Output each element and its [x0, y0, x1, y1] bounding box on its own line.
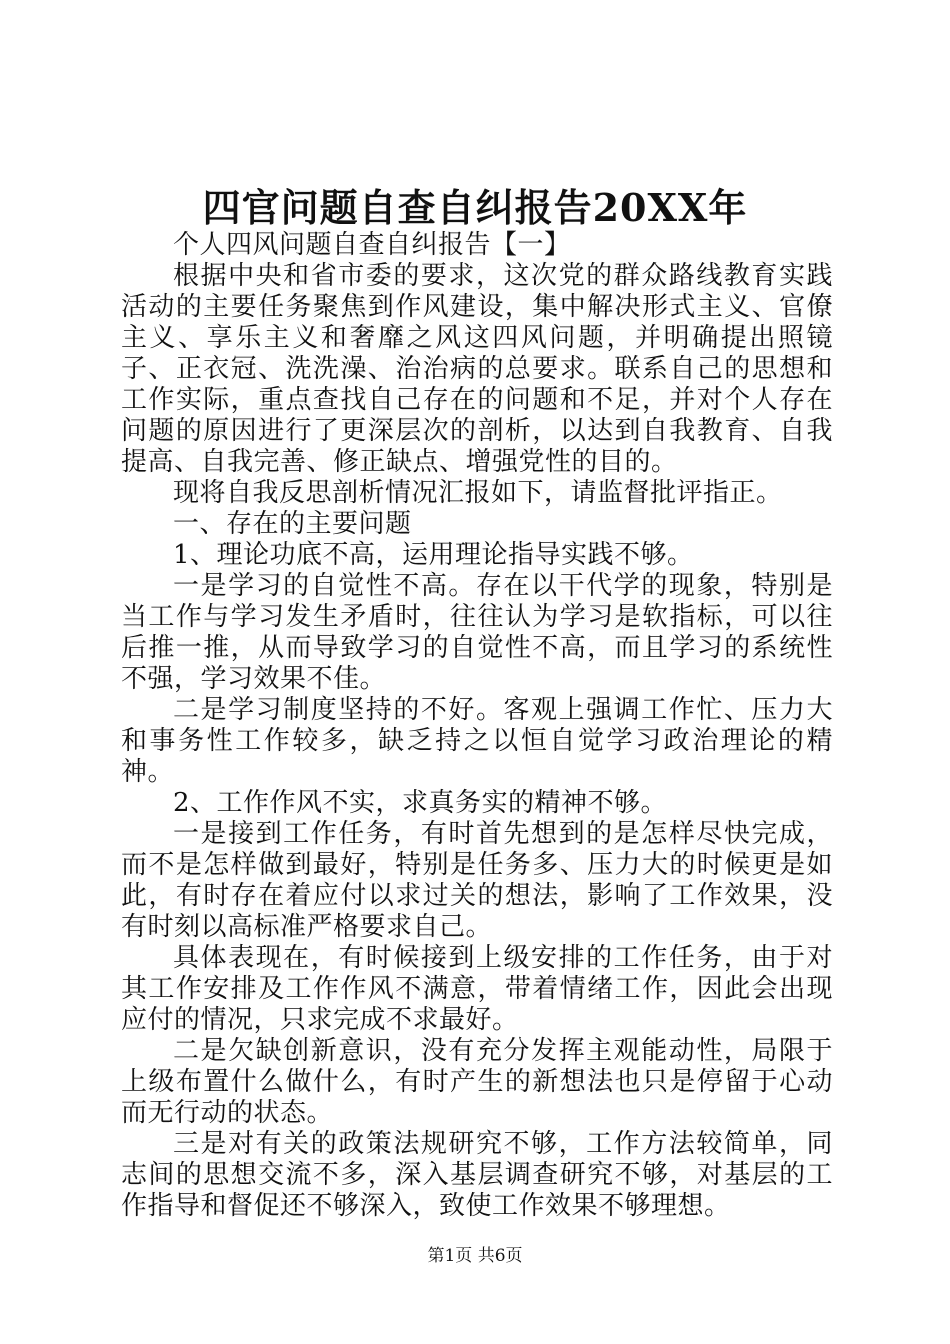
paragraph: 一是学习的自觉性不高。存在以干代学的现象，特别是当工作与学习发生矛盾时，往往认为学习是软指标，可以往后推一推，从而导致学习的自觉性不高，而且学习的系统性不强，学习效果不佳。 — [121, 571, 833, 694]
paragraph: 具体表现在，有时候接到上级安排的工作任务，由于对其工作安排及工作作风不满意，带着情绪工作，因此会出现应付的情况，只求完成不求最好。 — [121, 943, 833, 1035]
subsection-heading: 2、工作作风不实，求真务实的精神不够。 — [173, 788, 668, 818]
paragraph-heading: 个人四风问题自查自纠报告【一】 — [173, 230, 571, 260]
page-footer: 第1页 共6页 — [427, 1246, 523, 1266]
paragraph: 二是欠缺创新意识，没有充分发挥主观能动性，局限于上级布置什么做什么，有时产生的新想法也只是停留于心动而无行动的状态。 — [121, 1036, 833, 1128]
paragraph: 现将自我反思剖析情况汇报如下，请监督批评指正。 — [173, 478, 783, 508]
paragraph: 三是对有关的政策法规研究不够，工作方法较简单，同志间的思想交流不多，深入基层调查研究不够，对基层的工作指导和督促还不够深入，致使工作效果不够理想。 — [121, 1129, 833, 1221]
paragraph: 一是接到工作任务，有时首先想到的是怎样尽快完成，而不是怎样做到最好，特别是任务多、压力大的时候更是如此，有时存在着应付以求过关的想法，影响了工作效果，没有时刻以高标准严格要求自己。 — [121, 819, 833, 942]
document-title: 四官问题自查自纠报告20XX年 — [202, 185, 748, 230]
paragraph: 根据中央和省市委的要求，这次党的群众路线教育实践活动的主要任务聚焦到作风建设，集中解决形式主义、官僚主义、享乐主义和奢靡之风这四风问题，并明确提出照镜子、正衣冠、洗洗澡、治治病的总要求。联系自己的思想和工作实际，重点查找自己存在的问题和不足，并对个人存在问题的原因进行了更深层次的剖析，以达到自我教育、自我提高、自我完善、修正缺点、增强党性的目的。 — [121, 261, 833, 477]
section-heading: 一、存在的主要问题 — [173, 509, 412, 539]
subsection-heading: 1、理论功底不高，运用理论指导实践不够。 — [173, 540, 694, 570]
paragraph: 二是学习制度坚持的不好。客观上强调工作忙、压力大和事务性工作较多，缺乏持之以恒自觉学习政治理论的精神。 — [121, 695, 833, 787]
document-body — [121, 230, 833, 1222]
